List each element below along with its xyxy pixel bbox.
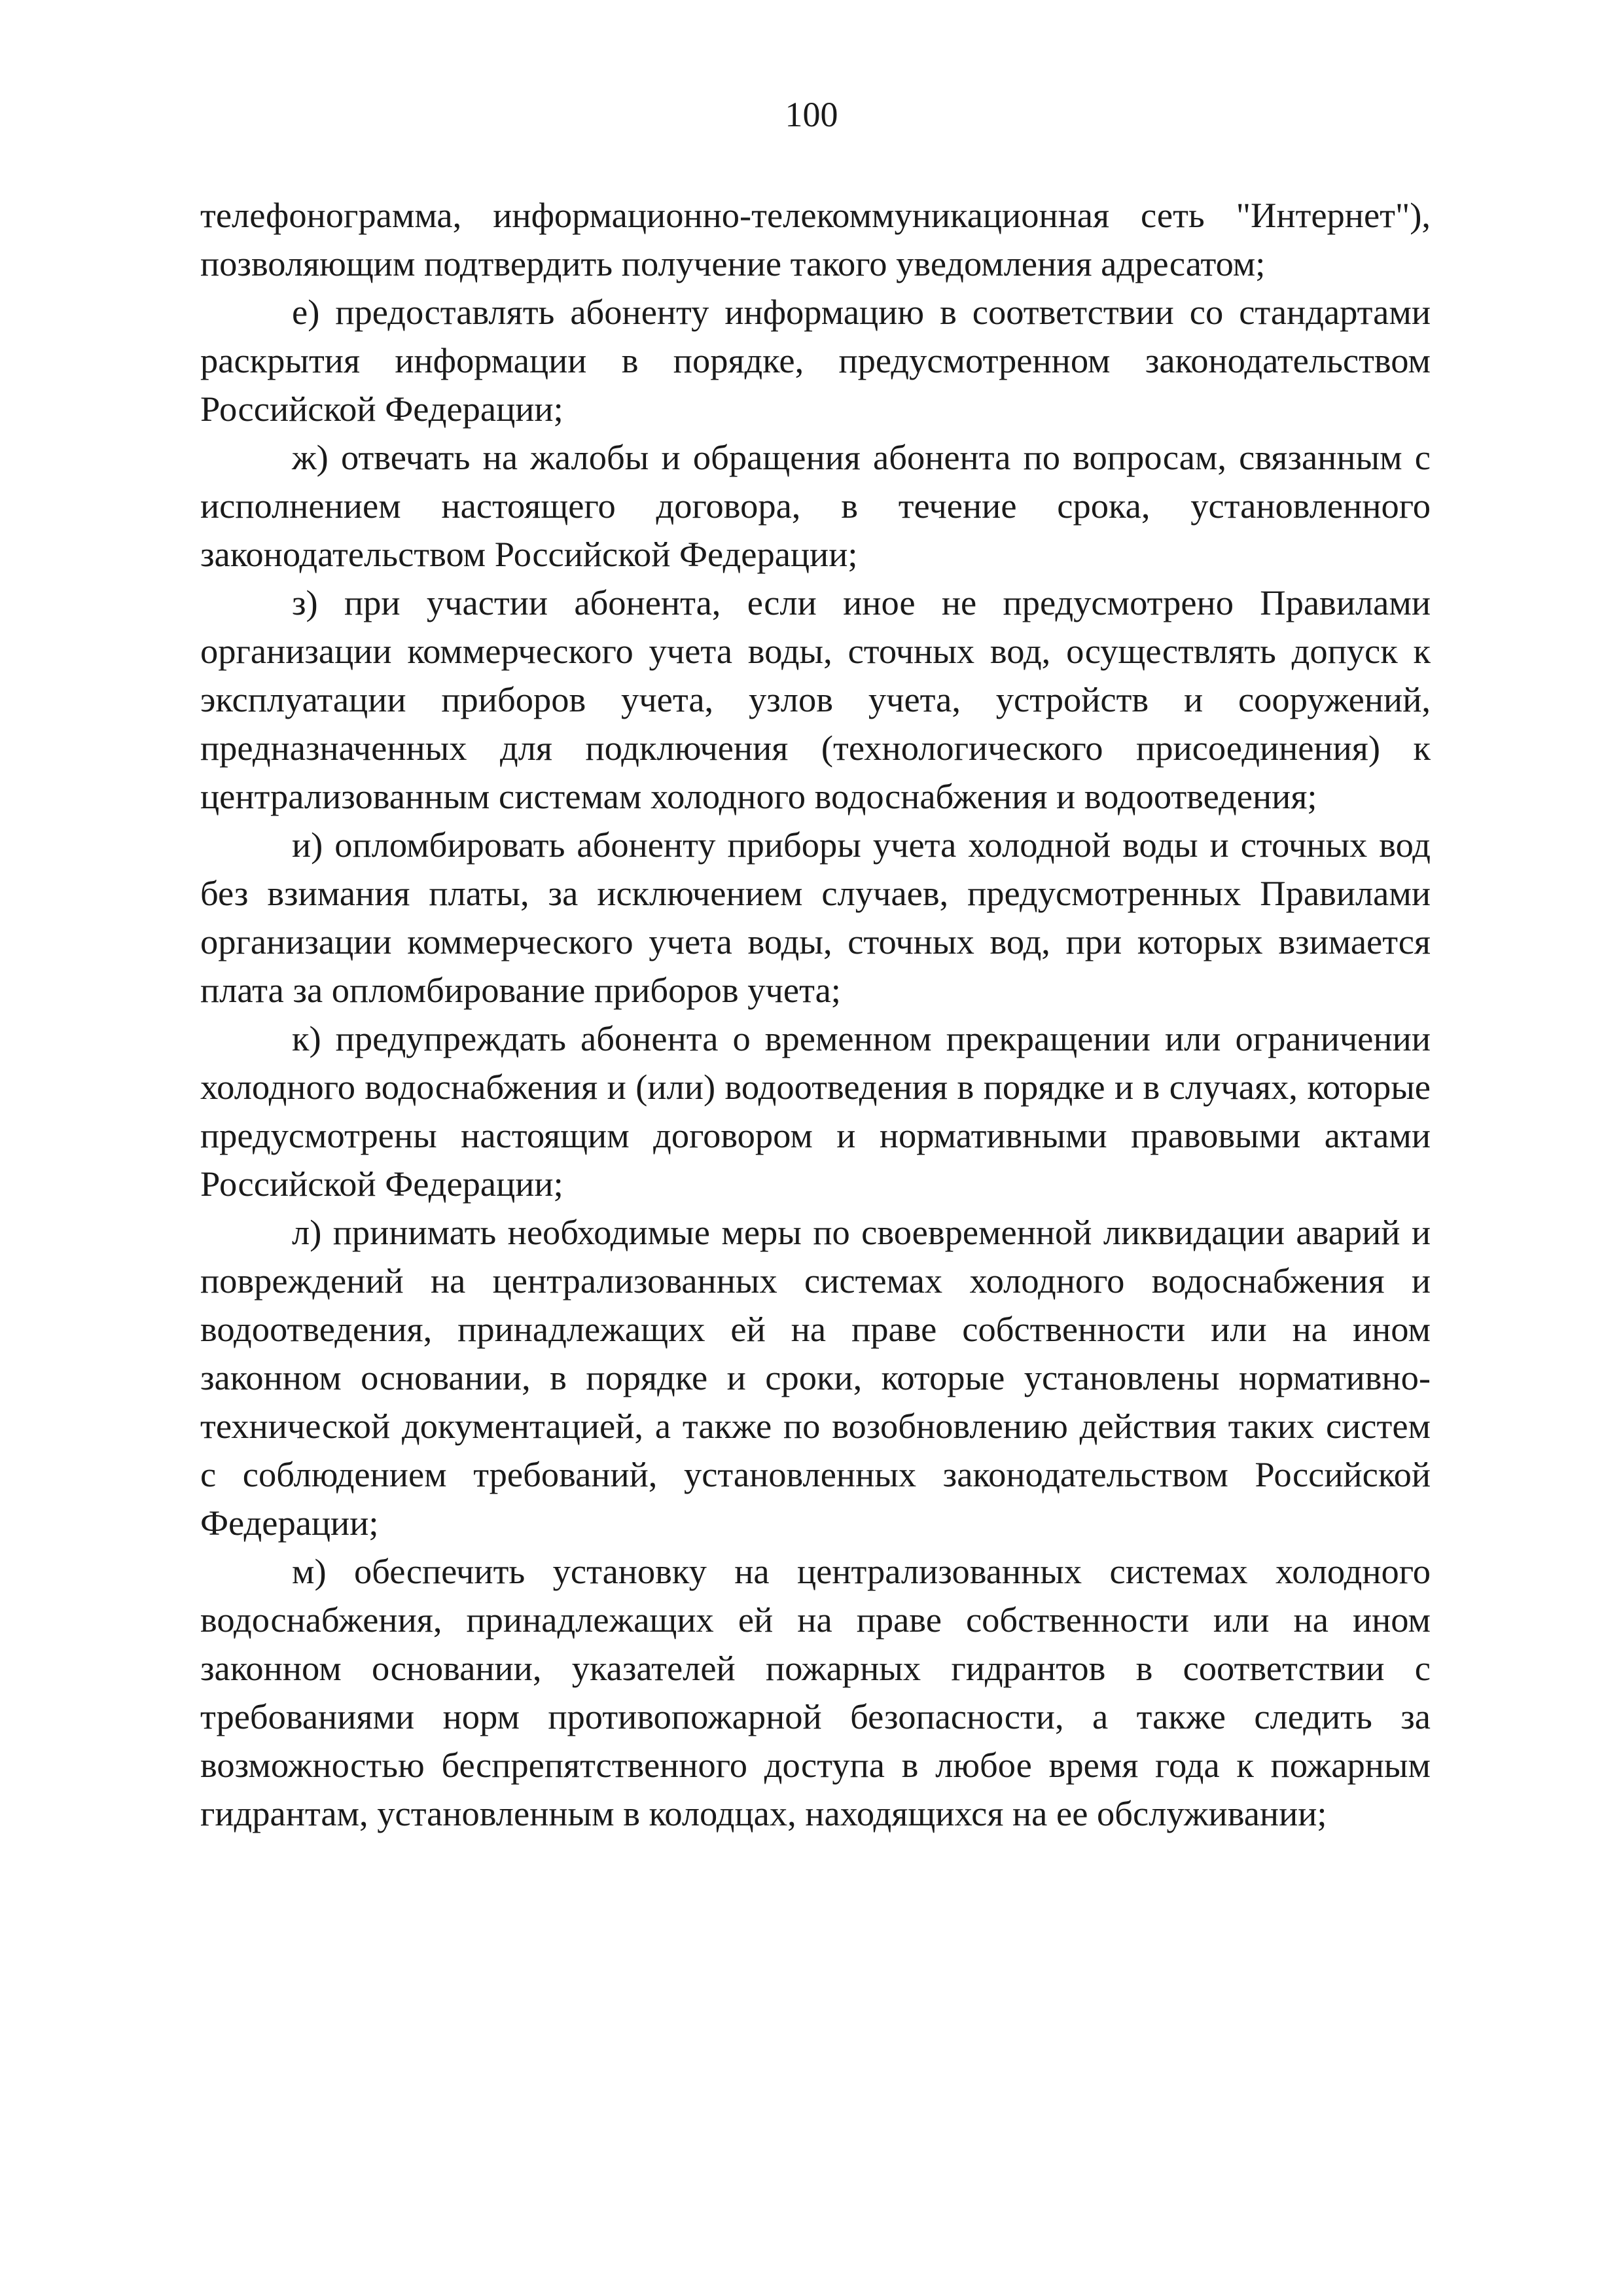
paragraph-continuation: телефонограмма, информационно-телекоммуникационная сеть "Интернет"), позволяющим подтвердить получение такого уведомления адресатом; — [200, 195, 1431, 283]
paragraph-item-zh: ж) отвечать на жалобы и обращения абонента по вопросам, связанным с исполнением настоящего договора, в течение срока, установленного законодательством Российской Федерации; — [200, 437, 1431, 574]
paragraph-item-l: л) принимать необходимые меры по своевременной ликвидации аварий и повреждений на централизованных системах холодного водоснабжения и водоотведения, принадлежащих ей на праве собственности или на ином законном основании, в порядке и сроки, которые установлены нормативно-технической документацией, а также по возобновлению действия таких систем с соблюдением требований, установленных законодательством Российской Федерации; — [200, 1212, 1431, 1543]
paragraph-item-k: к) предупреждать абонента о временном прекращении или ограничении холодного водоснабжения и (или) водоотведения в порядке и в случаях, которые предусмотрены настоящим договором и нормативными правовыми актами Российской Федерации; — [200, 1018, 1431, 1204]
document-body — [200, 191, 1431, 1838]
page-number: 100 — [785, 95, 838, 134]
paragraph-item-z: з) при участии абонента, если иное не предусмотрено Правилами организации коммерческого учета воды, сточных вод, осуществлять допуск к эксплуатации приборов учета, узлов учета, устройств и сооружений, предназначенных для подключения (технологического присоединения) к централизованным системам холодного водоснабжения и водоотведения; — [200, 583, 1431, 816]
paragraph-item-m: м) обеспечить установку на централизованных системах холодного водоснабжения, принадлежащих ей на праве собственности или на ином законном основании, указателей пожарных гидрантов в соответствии с требованиями норм противопожарной безопасности, а также следить за возможностью беспрепятственного доступа в любое время года к пожарным гидрантам, установленным в колодцах, находящихся на ее обслуживании; — [200, 1551, 1431, 1833]
paragraph-item-i: и) опломбировать абоненту приборы учета холодной воды и сточных вод без взимания платы, за исключением случаев, предусмотренных Правилами организации коммерческого учета воды, сточных вод, при которых взимается плата за опломбирование приборов учета; — [200, 825, 1431, 1010]
paragraph-item-e: е) предоставлять абоненту информацию в соответствии со стандартами раскрытия информации в порядке, предусмотренном законодательством Российской Федерации; — [200, 292, 1431, 429]
